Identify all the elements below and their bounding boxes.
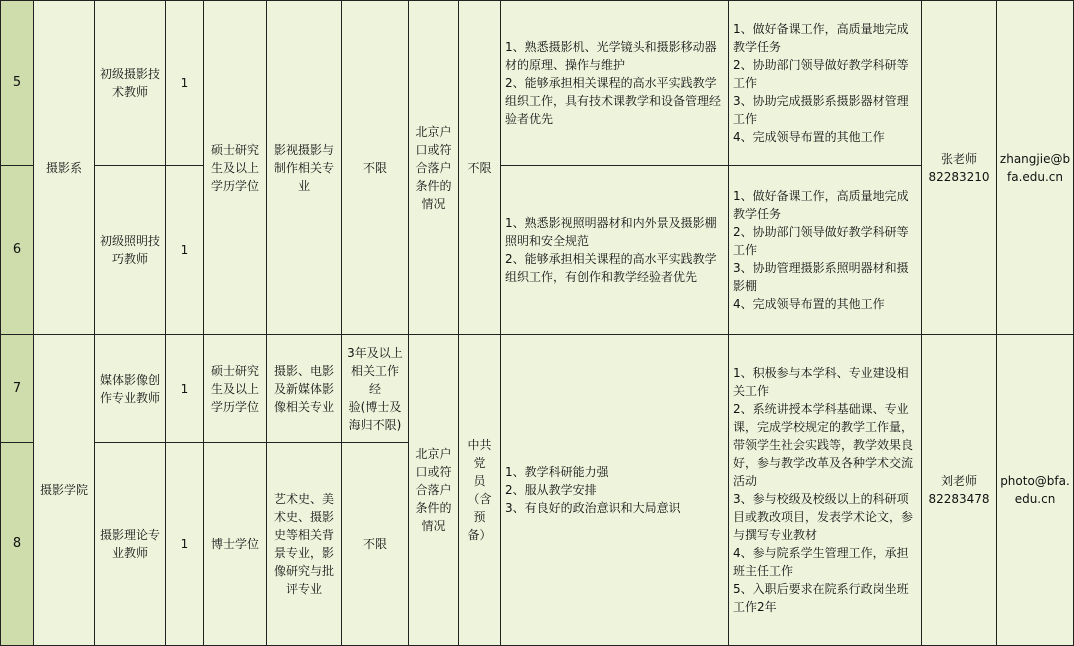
contact-cell: 刘老师 82283478 — [922, 335, 997, 646]
major-cell: 影视摄影与 制作相关专 业 — [267, 0, 342, 335]
headcount-cell: 1 — [166, 0, 204, 166]
position-cell: 初级照明技 巧教师 — [95, 166, 166, 335]
duties-cell: 1、做好备课工作，高质量地完成 教学任务 2、协助部门领导做好教学科研等 工作 3、协助完成摄影系摄影器材管理 工作 4、完成领导布置的其他工作 — [729, 0, 922, 166]
department-cell: 摄影系 — [34, 0, 95, 335]
degree-cell: 博士学位 — [204, 443, 267, 646]
requirement-cell: 1、教学科研能力强 2、服从教学安排 3、有良好的政治意识和大局意识 — [501, 335, 729, 646]
degree-cell: 硕士研究 生及以上 学历学位 — [204, 0, 267, 335]
position-cell: 媒体影像创 作专业教师 — [95, 335, 166, 443]
department-cell: 摄影学院 — [34, 335, 95, 646]
degree-cell: 硕士研究 生及以上 学历学位 — [204, 335, 267, 443]
position-cell: 初级摄影技 术教师 — [95, 0, 166, 166]
hukou-cell: 北京户 口或符 合落户 条件的 情况 — [409, 0, 459, 335]
experience-cell: 3年及以上 相关工作经 验(博士及 海归不限) — [342, 335, 409, 443]
experience-cell: 不限 — [342, 0, 409, 335]
duties-cell: 1、做好备课工作，高质量地完成 教学任务 2、协助部门领导做好教学科研等 工作 3、协助管理摄影系照明器材和摄 影棚 4、完成领导布置的其他工作 — [729, 166, 922, 335]
major-cell: 摄影、电影 及新媒体影 像相关专业 — [267, 335, 342, 443]
row-number-6: 6 — [0, 166, 34, 335]
headcount-cell: 1 — [166, 166, 204, 335]
experience-cell: 不限 — [342, 443, 409, 646]
major-cell: 艺术史、美 术史、摄影 史等相关背 景专业，影 像研究与批 评专业 — [267, 443, 342, 646]
contact-cell: 张老师 82283210 — [922, 0, 997, 335]
politics-cell: 不限 — [459, 0, 501, 335]
position-cell: 摄影理论专 业教师 — [95, 443, 166, 646]
row-number-8: 8 — [0, 443, 34, 646]
requirement-cell: 1、熟悉摄影机、光学镜头和摄影移动器 材的原理、操作与维护 2、能够承担相关课程的高水平实践教学 组织工作，具有技术课教学和设备管理经 验者优先 — [501, 0, 729, 166]
politics-cell: 中共党 员 （含预 备） — [459, 335, 501, 646]
hukou-cell: 北京户 口或符 合落户 条件的 情况 — [409, 335, 459, 646]
duties-cell: 1、积极参与本学科、专业建设相 关工作 2、系统讲授本学科基础课、专业 课，完成学校规定的教学工作量， 带领学生社会实践等，教学效果良 好，参与教学改革及各种学术交流 活动 3、参与校级及校级以上的科研项 目或教改项目，发表学术论文，参 与撰写专业教材 4、参与院系学生管理工作，承担 班主任工作 5、入职后要求在院系行政岗坐班 工作2年 — [729, 335, 922, 646]
email-cell: zhangjie@b fa.edu.cn — [997, 0, 1074, 335]
row-number-5: 5 — [0, 0, 34, 166]
headcount-cell: 1 — [166, 443, 204, 646]
email-cell: photo@bfa. edu.cn — [997, 335, 1074, 646]
requirement-cell: 1、熟悉影视照明器材和内外景及摄影棚 照明和安全规范 2、能够承担相关课程的高水平实践教学 组织工作，有创作和教学经验者优先 — [501, 166, 729, 335]
headcount-cell: 1 — [166, 335, 204, 443]
row-number-7: 7 — [0, 335, 34, 443]
